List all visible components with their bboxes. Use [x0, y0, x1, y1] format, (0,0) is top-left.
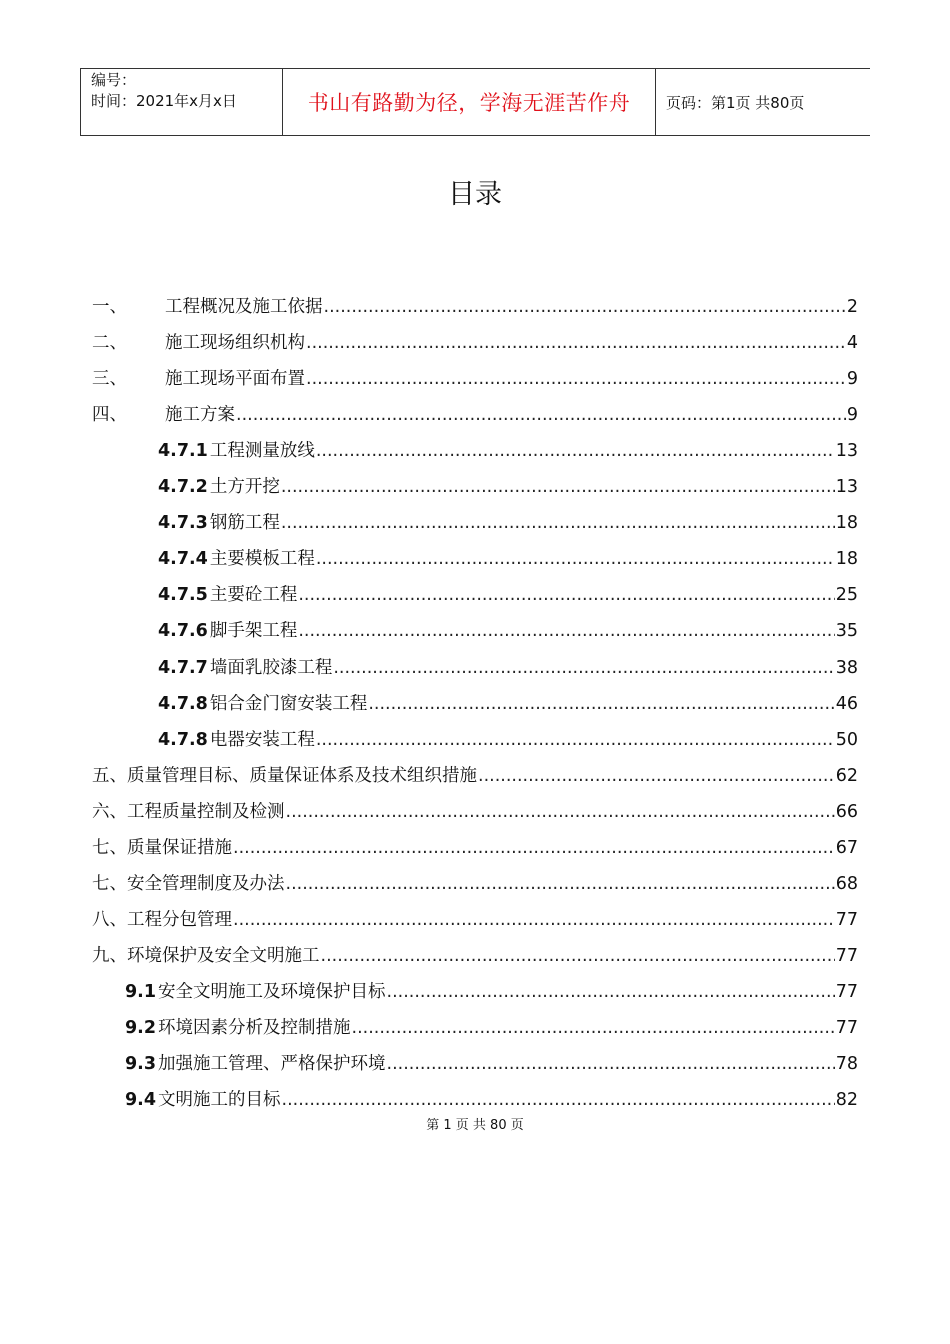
document-header	[80, 68, 870, 136]
toc-leader-dots	[282, 1087, 835, 1113]
toc-entry-page: 46	[835, 693, 858, 714]
toc-entry-title: 工程测量放线	[209, 441, 315, 462]
toc-entry-title: 脚手架工程	[209, 621, 298, 642]
toc-entry-page: 35	[835, 621, 858, 642]
toc-entry-number: 4.7.1	[158, 441, 208, 462]
toc-entry-title: 墙面乳胶漆工程	[209, 657, 333, 678]
toc-entry-title: 主要砼工程	[209, 585, 298, 606]
toc-entry-page: 38	[835, 657, 858, 678]
toc-entry-title: 安全管理制度及办法	[127, 873, 285, 894]
header-page-info: 页码：第1页 共80页	[666, 93, 805, 112]
toc-entry-number: 4.7.5	[158, 585, 208, 606]
toc-entry[interactable]	[92, 943, 858, 969]
toc-entry-title: 文明施工的目标	[158, 1090, 281, 1111]
toc-entry-number: 四、	[92, 405, 127, 426]
toc-entry-title: 施工方案	[165, 405, 235, 426]
toc-entry-number: 七、	[92, 873, 127, 894]
toc-entry[interactable]	[92, 799, 858, 825]
toc-entry-title: 质量管理目标、质量保证体系及技术组织措施	[127, 765, 477, 786]
toc-entry[interactable]	[158, 474, 858, 500]
toc-leader-dots	[286, 799, 835, 825]
toc-entry-number: 4.7.8	[158, 693, 208, 714]
toc-entry-number: 三、	[92, 369, 127, 390]
toc-entry-number: 9.4	[125, 1090, 157, 1111]
toc-entry-page: 25	[835, 585, 858, 606]
toc-entry[interactable]	[125, 1087, 858, 1113]
toc-entry-page: 13	[835, 441, 858, 462]
toc-entry-title: 施工现场平面布置	[165, 369, 305, 390]
toc-entry-title: 工程分包管理	[127, 909, 232, 930]
toc-entry-page: 67	[835, 837, 858, 858]
toc-entry[interactable]	[158, 691, 858, 717]
toc-entry-number: 七、	[92, 837, 127, 858]
page-title: 目录	[448, 179, 502, 210]
toc-entry-title: 环境因素分析及控制措施	[158, 1018, 351, 1038]
toc-entry[interactable]	[158, 438, 858, 464]
toc-entry-page: 77	[835, 909, 858, 930]
toc-entry-number: 五、	[92, 765, 127, 786]
toc-entry-number: 4.7.4	[158, 549, 208, 570]
toc-entry[interactable]	[92, 366, 858, 392]
toc-entry-number: 4.7.7	[158, 657, 208, 678]
toc-entry[interactable]	[158, 510, 858, 536]
toc-entry-title: 钢筋工程	[209, 513, 280, 534]
toc-entry-page: 78	[835, 1054, 858, 1075]
toc-entry-page: 2	[846, 297, 858, 317]
toc-entry-title: 主要模板工程	[209, 549, 315, 570]
toc-entry-page: 68	[835, 873, 858, 894]
toc-entry[interactable]	[92, 907, 858, 933]
toc-entry-title: 环境保护及安全文明施工	[127, 945, 320, 966]
toc-entry-page: 18	[835, 513, 858, 534]
toc-entry[interactable]	[158, 727, 858, 753]
toc-entry-title: 施工现场组织机构	[165, 333, 305, 354]
toc-leader-dots	[478, 763, 835, 789]
toc-leader-dots	[286, 871, 835, 897]
toc-entry-page: 13	[835, 477, 858, 498]
toc-entry-title: 电器安装工程	[209, 729, 315, 750]
header-motto: 书山有路勤为径，学海无涯苦作舟	[283, 69, 656, 135]
toc-entry-title: 质量保证措施	[127, 837, 232, 858]
toc-entry-page: 18	[835, 549, 858, 570]
toc-entry-title: 工程质量控制及检测	[127, 801, 285, 822]
toc-entry-number: 一、	[92, 297, 127, 317]
toc-entry-number: 二、	[92, 333, 127, 354]
toc-entry[interactable]	[158, 655, 858, 681]
toc-leader-dots	[321, 943, 835, 969]
toc-entry-number: 六、	[92, 801, 127, 822]
toc-leader-dots	[298, 618, 834, 644]
toc-leader-dots	[316, 546, 835, 572]
toc-entry-page: 9	[846, 369, 858, 390]
toc-leader-dots	[281, 474, 835, 500]
toc-entry-page: 66	[835, 801, 858, 822]
toc-entry-page: 77	[835, 981, 858, 1002]
toc-entry-page: 77	[835, 1018, 858, 1038]
toc-entry-page: 62	[835, 765, 858, 786]
toc-leader-dots	[236, 402, 846, 428]
toc-leader-dots	[368, 691, 834, 717]
toc-entry-title: 加强施工管理、严格保护环境	[158, 1054, 386, 1075]
page-footer: 第 1 页 共 80 页	[426, 1118, 524, 1133]
toc-leader-dots	[387, 1051, 835, 1077]
toc-entry-number: 9.2	[125, 1018, 157, 1038]
toc-leader-dots	[316, 727, 835, 753]
toc-leader-dots	[298, 582, 834, 608]
toc-entry[interactable]	[125, 1051, 858, 1077]
serial-label: 编号：	[91, 71, 137, 89]
toc-entry-number: 八、	[92, 909, 127, 930]
toc-entry-page: 4	[846, 333, 858, 354]
toc-entry-title: 安全文明施工及环境保护目标	[158, 981, 386, 1002]
toc-entry[interactable]	[158, 582, 858, 608]
toc-entry-number: 4.7.8	[158, 729, 208, 750]
toc-entry[interactable]	[158, 546, 858, 572]
toc-entry-page: 50	[835, 729, 858, 750]
toc-entry-number: 9.1	[125, 981, 157, 1002]
toc-leader-dots	[324, 294, 846, 320]
toc-leader-dots	[333, 655, 834, 681]
toc-leader-dots	[306, 366, 846, 392]
toc-entry[interactable]	[158, 618, 858, 644]
toc-entry-number: 九、	[92, 945, 127, 966]
time-label: 时间：2021年x月x日	[91, 92, 237, 110]
toc-leader-dots	[233, 835, 835, 861]
toc-entry[interactable]	[125, 979, 858, 1005]
toc-entry-title: 工程概况及施工依据	[165, 297, 323, 317]
toc-leader-dots	[233, 907, 835, 933]
toc-entry-title: 土方开挖	[209, 477, 280, 498]
toc-entry-number: 4.7.2	[158, 477, 208, 498]
toc-leader-dots	[387, 979, 835, 1005]
header-left-cell	[81, 69, 283, 135]
toc-entry[interactable]	[92, 402, 858, 428]
toc-entry-page: 82	[835, 1090, 858, 1111]
toc-entry-number: 4.7.3	[158, 513, 208, 534]
toc-entry-number: 4.7.6	[158, 621, 208, 642]
toc-entry[interactable]	[92, 294, 858, 320]
toc-leader-dots	[306, 330, 846, 356]
toc-leader-dots	[281, 510, 835, 536]
toc-entry[interactable]	[92, 835, 858, 861]
toc-entry[interactable]	[125, 1015, 858, 1041]
toc-entry-number: 9.3	[125, 1054, 157, 1075]
toc-leader-dots	[352, 1015, 835, 1041]
toc-leader-dots	[316, 438, 835, 464]
toc-entry-title: 铝合金门窗安装工程	[209, 693, 368, 714]
toc-entry[interactable]	[92, 330, 858, 356]
toc-entry[interactable]	[92, 871, 858, 897]
toc-entry-page: 9	[846, 405, 858, 426]
toc-entry[interactable]	[92, 763, 858, 789]
toc-entry-page: 77	[835, 945, 858, 966]
